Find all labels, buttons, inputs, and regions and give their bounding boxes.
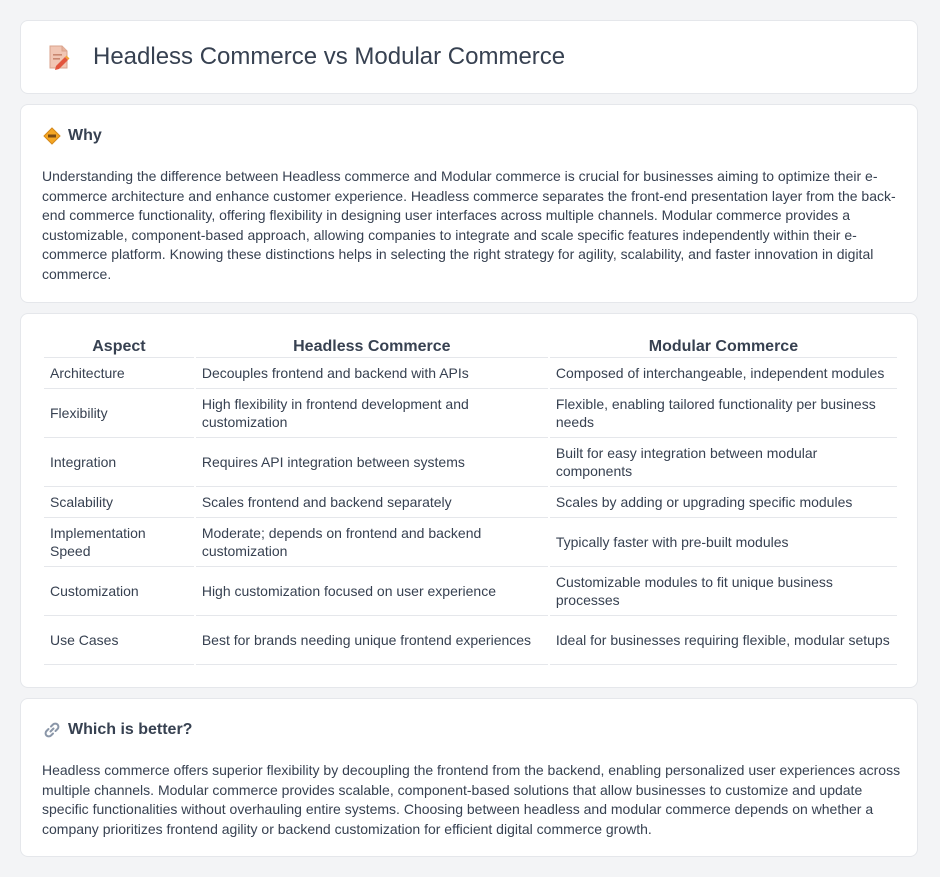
why-text: Understanding the difference between Headless commerce and Modular commerce is crucial for businesses aiming to optimize their e-commerce architecture and enhance customer experience. Headless commerce separates the front-end presentation layer from the back-end commerce functionality, offering flexibility in designing user interfaces across multiple channels. Modular commerce provides a customizable, component-based approach, allowing companies to integrate and scale specific features independently within their e-commerce platform. Knowing these distinctions helps in selecting the right strategy for agility, scalability, and faster innovation in digital commerce. [42, 168, 896, 282]
headless-cell: Scales frontend and backend separately [196, 487, 548, 518]
table-row [44, 358, 897, 389]
table-row [44, 438, 897, 487]
page-title: Headless Commerce vs Modular Commerce [93, 43, 566, 70]
comparison-table [42, 337, 899, 665]
diamond-sign-icon [43, 127, 61, 145]
headless-cell: Moderate; depends on frontend and backend customization [196, 518, 548, 567]
header-modular: Modular Commerce [550, 337, 897, 358]
header-aspect: Aspect [44, 337, 194, 358]
aspect-cell: Customization [44, 567, 194, 616]
why-title: Why [68, 127, 102, 144]
aspect-cell: Architecture [44, 358, 194, 389]
table-header-row [44, 337, 897, 358]
better-heading [43, 721, 192, 739]
better-section [20, 698, 918, 857]
headless-cell: High customization focused on user experience [196, 567, 548, 616]
aspect-cell: Scalability [44, 487, 194, 518]
aspect-cell: Integration [44, 438, 194, 487]
table-row [44, 487, 897, 518]
modular-cell: Composed of interchangeable, independent modules [550, 358, 897, 389]
modular-cell: Customizable modules to fit unique business processes [550, 567, 897, 616]
link-icon [43, 721, 61, 739]
modular-cell: Flexible, enabling tailored functionality per business needs [550, 389, 897, 438]
better-text: Headless commerce offers superior flexibility by decoupling the frontend from the backend, enabling personalized user experiences across multiple channels. Modular commerce provides scalable, component-based solutions that allow businesses to customize and update specific functionalities without overhauling entire systems. Choosing between headless and modular commerce depends on whether a company prioritizes frontend agility or backend customization for efficient digital commerce growth. [42, 762, 901, 837]
headless-cell: Requires API integration between systems [196, 438, 548, 487]
why-heading [43, 127, 102, 145]
comparison-card [20, 313, 918, 688]
modular-cell: Scales by adding or upgrading specific modules [550, 487, 897, 518]
modular-cell: Built for easy integration between modular components [550, 438, 897, 487]
modular-cell: Typically faster with pre-built modules [550, 518, 897, 567]
document-pen-icon [47, 43, 71, 71]
title-row [47, 43, 565, 71]
headless-cell: Best for brands needing unique frontend experiences [196, 616, 548, 665]
better-title: Which is better? [68, 721, 193, 738]
table-row [44, 389, 897, 438]
modular-cell: Ideal for businesses requiring flexible, modular setups [550, 616, 897, 665]
table-row [44, 567, 897, 616]
table-row [44, 616, 897, 665]
headless-cell: Decouples frontend and backend with APIs [196, 358, 548, 389]
headless-cell: High flexibility in frontend development and customization [196, 389, 548, 438]
why-section [20, 104, 918, 303]
header-card [20, 20, 918, 94]
header-headless: Headless Commerce [196, 337, 548, 358]
aspect-cell: Implementation Speed [44, 518, 194, 567]
table-row [44, 518, 897, 567]
aspect-cell: Use Cases [44, 616, 194, 665]
aspect-cell: Flexibility [44, 389, 194, 438]
